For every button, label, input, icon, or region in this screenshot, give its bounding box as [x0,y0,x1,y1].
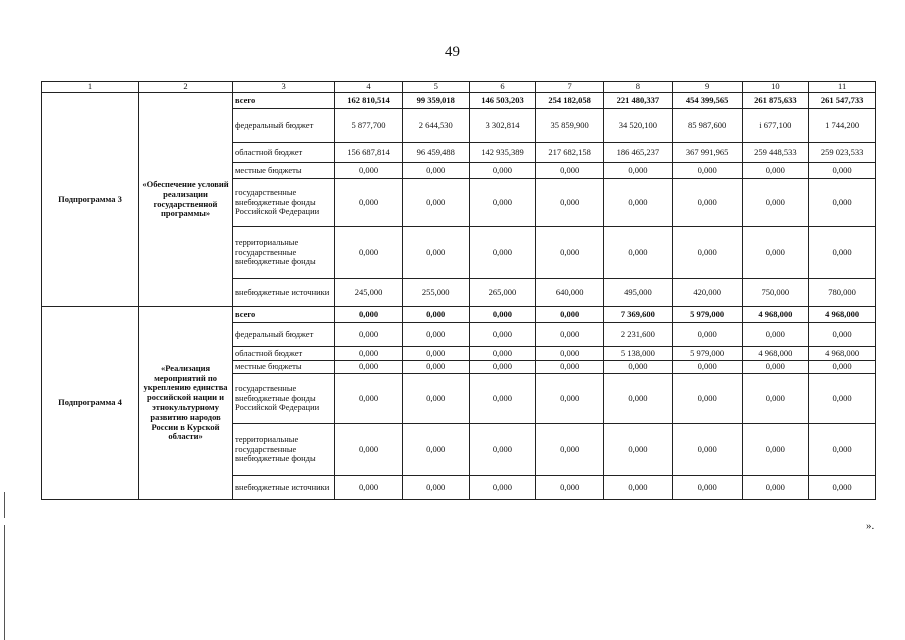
amount-cell: 254 182,058 [536,93,604,109]
amount-cell: 5 979,000 [672,307,742,323]
amount-cell: 99 359,018 [402,93,469,109]
column-number: 1 [42,82,139,93]
amount-cell: 0,000 [742,163,809,179]
amount-cell: 265,000 [469,279,536,307]
amount-cell: 0,000 [469,424,536,476]
amount-cell: 0,000 [402,323,469,347]
amount-cell: 0,000 [604,361,673,374]
column-number: 10 [742,82,809,93]
amount-cell: 0,000 [672,424,742,476]
amount-cell: 0,000 [536,163,604,179]
amount-cell: 85 987,600 [672,109,742,143]
funding-source: местные бюджеты [233,361,335,374]
amount-cell: 5 877,700 [335,109,403,143]
amount-cell: 146 503,203 [469,93,536,109]
column-number: 11 [809,82,876,93]
amount-cell: 0,000 [536,179,604,227]
table-row [42,93,876,109]
amount-cell: 0,000 [402,307,469,323]
amount-cell: 0,000 [335,227,403,279]
funding-source: внебюджетные источники [233,476,335,500]
amount-cell: 162 810,514 [335,93,403,109]
amount-cell: 750,000 [742,279,809,307]
amount-cell: 0,000 [402,347,469,361]
amount-cell: 0,000 [809,476,876,500]
amount-cell: 5 979,000 [672,347,742,361]
amount-cell: 2 231,600 [604,323,673,347]
amount-cell: 420,000 [672,279,742,307]
amount-cell: 0,000 [604,163,673,179]
subprogram-4-group [42,307,876,500]
amount-cell: 261 547,733 [809,93,876,109]
amount-cell: 0,000 [469,179,536,227]
amount-cell: 2 644,530 [402,109,469,143]
amount-cell: 0,000 [809,361,876,374]
amount-cell: 454 399,565 [672,93,742,109]
amount-cell: 0,000 [536,424,604,476]
amount-cell: 0,000 [335,347,403,361]
amount-cell: 0,000 [672,374,742,424]
amount-cell: 495,000 [604,279,673,307]
amount-cell: 186 465,237 [604,143,673,163]
amount-cell: 0,000 [402,361,469,374]
amount-cell: 0,000 [604,424,673,476]
amount-cell: 0,000 [335,179,403,227]
funding-source: государственные внебюджетные фонды Российской Федерации [233,374,335,424]
amount-cell: 0,000 [402,424,469,476]
funding-source: территориальные государственные внебюджетные фонды [233,424,335,476]
subprogram-title: «Реализация мероприятий по укреплению единства российской нации и этнокультурному развитию народов России в Курской области» [139,307,233,500]
amount-cell: 156 687,814 [335,143,403,163]
amount-cell: 0,000 [809,227,876,279]
amount-cell: 4 968,000 [742,307,809,323]
funding-source: всего [233,307,335,323]
amount-cell: 0,000 [536,347,604,361]
amount-cell: 0,000 [335,163,403,179]
amount-cell: 142 935,389 [469,143,536,163]
amount-cell: 0,000 [335,476,403,500]
amount-cell: 0,000 [469,361,536,374]
funding-source: государственные внебюджетные фонды Российской Федерации [233,179,335,227]
amount-cell: 0,000 [809,323,876,347]
amount-cell: 367 991,965 [672,143,742,163]
amount-cell: 0,000 [604,476,673,500]
column-number: 9 [672,82,742,93]
amount-cell: 4 968,000 [809,347,876,361]
amount-cell: 0,000 [402,476,469,500]
subprogram-3-group [42,93,876,307]
amount-cell: 0,000 [469,227,536,279]
amount-cell: 96 459,488 [402,143,469,163]
column-number: 6 [469,82,536,93]
amount-cell: 0,000 [402,163,469,179]
amount-cell: 0,000 [335,361,403,374]
amount-cell: 0,000 [536,227,604,279]
amount-cell: 0,000 [536,323,604,347]
amount-cell: 0,000 [469,347,536,361]
funding-source: областной бюджет [233,347,335,361]
amount-cell: 640,000 [536,279,604,307]
amount-cell: 3 302,814 [469,109,536,143]
amount-cell: 0,000 [672,476,742,500]
amount-cell: 259 448,533 [742,143,809,163]
funding-source: территориальные государственные внебюджетные фонды [233,227,335,279]
amount-cell: 0,000 [402,227,469,279]
amount-cell: 34 520,100 [604,109,673,143]
amount-cell: 35 859,900 [536,109,604,143]
amount-cell: 0,000 [742,374,809,424]
amount-cell: 245,000 [335,279,403,307]
amount-cell: 0,000 [536,361,604,374]
funding-source: внебюджетные источники [233,279,335,307]
amount-cell: 0,000 [742,361,809,374]
amount-cell: 5 138,000 [604,347,673,361]
funding-source: всего [233,93,335,109]
amount-cell: 0,000 [672,179,742,227]
amount-cell: 0,000 [335,323,403,347]
amount-cell: 0,000 [536,476,604,500]
funding-source: федеральный бюджет [233,109,335,143]
amount-cell: 221 480,337 [604,93,673,109]
margin-mark [4,525,5,640]
funding-source: федеральный бюджет [233,323,335,347]
column-number: 3 [233,82,335,93]
budget-table [41,81,876,500]
amount-cell: 0,000 [469,476,536,500]
funding-source: областной бюджет [233,143,335,163]
amount-cell: i 677,100 [742,109,809,143]
column-number: 8 [604,82,673,93]
margin-mark [4,492,5,518]
amount-cell: 217 682,158 [536,143,604,163]
amount-cell: 0,000 [469,163,536,179]
page-number: 49 [445,44,460,60]
amount-cell: 0,000 [672,163,742,179]
amount-cell: 0,000 [402,179,469,227]
amount-cell: 0,000 [469,323,536,347]
column-number-row [42,82,876,93]
amount-cell: 0,000 [604,374,673,424]
amount-cell: 4 968,000 [742,347,809,361]
amount-cell: 255,000 [402,279,469,307]
funding-source: местные бюджеты [233,163,335,179]
amount-cell: 0,000 [672,361,742,374]
amount-cell: 0,000 [604,227,673,279]
column-number: 7 [536,82,604,93]
column-number: 5 [402,82,469,93]
amount-cell: 0,000 [402,374,469,424]
subprogram-name: Подпрограмма 4 [42,307,139,500]
column-number: 2 [139,82,233,93]
amount-cell: 0,000 [672,227,742,279]
amount-cell: 780,000 [809,279,876,307]
amount-cell: 0,000 [742,227,809,279]
table-row [42,307,876,323]
amount-cell: 0,000 [672,323,742,347]
amount-cell: 0,000 [335,307,403,323]
subprogram-name: Подпрограмма 3 [42,93,139,307]
amount-cell: 0,000 [536,374,604,424]
amount-cell: 0,000 [742,476,809,500]
amount-cell: 4 968,000 [809,307,876,323]
amount-cell: 261 875,633 [742,93,809,109]
amount-cell: 0,000 [742,424,809,476]
amount-cell: 0,000 [469,374,536,424]
amount-cell: 0,000 [809,424,876,476]
amount-cell: 0,000 [809,374,876,424]
amount-cell: 0,000 [335,374,403,424]
amount-cell: 0,000 [335,424,403,476]
amount-cell: 0,000 [742,323,809,347]
closing-quote: ». [866,520,875,532]
amount-cell: 0,000 [809,179,876,227]
amount-cell: 259 023,533 [809,143,876,163]
amount-cell: 0,000 [536,307,604,323]
amount-cell: 0,000 [604,179,673,227]
column-number: 4 [335,82,403,93]
amount-cell: 0,000 [742,179,809,227]
subprogram-title: «Обеспечение условий реализации государственной программы» [139,93,233,307]
amount-cell: 1 744,200 [809,109,876,143]
amount-cell: 0,000 [469,307,536,323]
amount-cell: 0,000 [809,163,876,179]
amount-cell: 7 369,600 [604,307,673,323]
